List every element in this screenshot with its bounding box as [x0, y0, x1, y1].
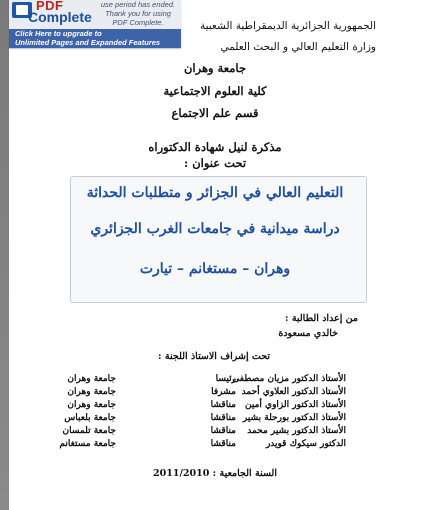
member-university: جامعة بلعباس	[64, 413, 116, 423]
committee-heading: تحت إشراف الاستاذ اللجنة :	[158, 351, 270, 362]
memo-type: مذكرة لنيل شهادة الدكتوراه	[148, 140, 282, 154]
committee-row	[0, 400, 430, 412]
member-university: جامعة وهران	[67, 374, 116, 384]
memo-under-title: تحت عنوان :	[183, 156, 247, 170]
ministry-line: وزارة التعليم العالي و البحث العلمي	[220, 41, 376, 53]
academic-year: السنة الجامعية : 2011/2010	[153, 468, 277, 479]
student-label: من إعداد الطالبة :	[285, 313, 358, 324]
thesis-title-line-3: وهران – مستغانم – تيارت	[139, 261, 291, 277]
banner-brand-name: Complete	[28, 9, 92, 25]
member-name: الأستاذ الدكتور العلاوي أحمد	[241, 387, 346, 397]
member-name: الأستاذ الدكتور الزاوي أمين	[245, 400, 346, 410]
thesis-title-line-1: التعليم العالي في الجزائر و متطلبات الحداثة	[86, 185, 344, 201]
banner-brand-top: PDF	[36, 0, 64, 13]
department-line: قسم علم الاجتماع	[171, 106, 259, 120]
member-name: الأستاذ الدكتور مزيان مصطفى	[232, 374, 346, 384]
student-name: خالدي مسعودة	[278, 328, 338, 339]
upgrade-line-1[interactable]: Click Here to upgrade to	[15, 29, 102, 38]
thesis-title-line-2: دراسة ميدانية في جامعات الغرب الجزائري	[90, 221, 340, 237]
upgrade-line-2[interactable]: Unlimited Pages and Expanded Features	[15, 38, 161, 47]
member-university: جامعة وهران	[67, 387, 116, 397]
member-name: الأستاذ الدكتور بشير محمد	[247, 426, 346, 436]
committee-row	[0, 387, 430, 399]
member-role: رئيسا	[215, 374, 236, 384]
member-university: جامعة مستغانم	[59, 439, 116, 449]
committee-row	[0, 413, 430, 425]
member-name: الدكتور سيكوك قويدر	[265, 439, 346, 449]
member-role: مناقشا	[210, 413, 236, 423]
republic-line: الجمهورية الجزائرية الديمقراطية الشعبية	[199, 20, 376, 32]
member-role: مناقشا	[210, 439, 236, 449]
member-role: مشرفا	[211, 387, 236, 397]
committee-row	[0, 426, 430, 438]
banner-notice: use period has ended. Thank you for using PDF Complete.	[100, 0, 176, 27]
committee-row	[0, 439, 430, 451]
university-line: جامعة وهران	[183, 61, 247, 75]
upgrade-link[interactable]	[9, 29, 181, 48]
faculty-line: كلية العلوم الاجتماعية	[163, 84, 267, 98]
banner-brand-row	[9, 0, 181, 30]
member-name: الأستاذ الدكتور بورحلة بشير	[242, 413, 346, 423]
member-role: مناقشا	[210, 400, 236, 410]
pdf-complete-banner[interactable]	[9, 0, 181, 48]
committee-row	[0, 374, 430, 386]
member-role: مناقشا	[210, 426, 236, 436]
member-university: جامعة وهران	[67, 400, 116, 410]
member-university: جامعة تلمسان	[62, 426, 116, 436]
